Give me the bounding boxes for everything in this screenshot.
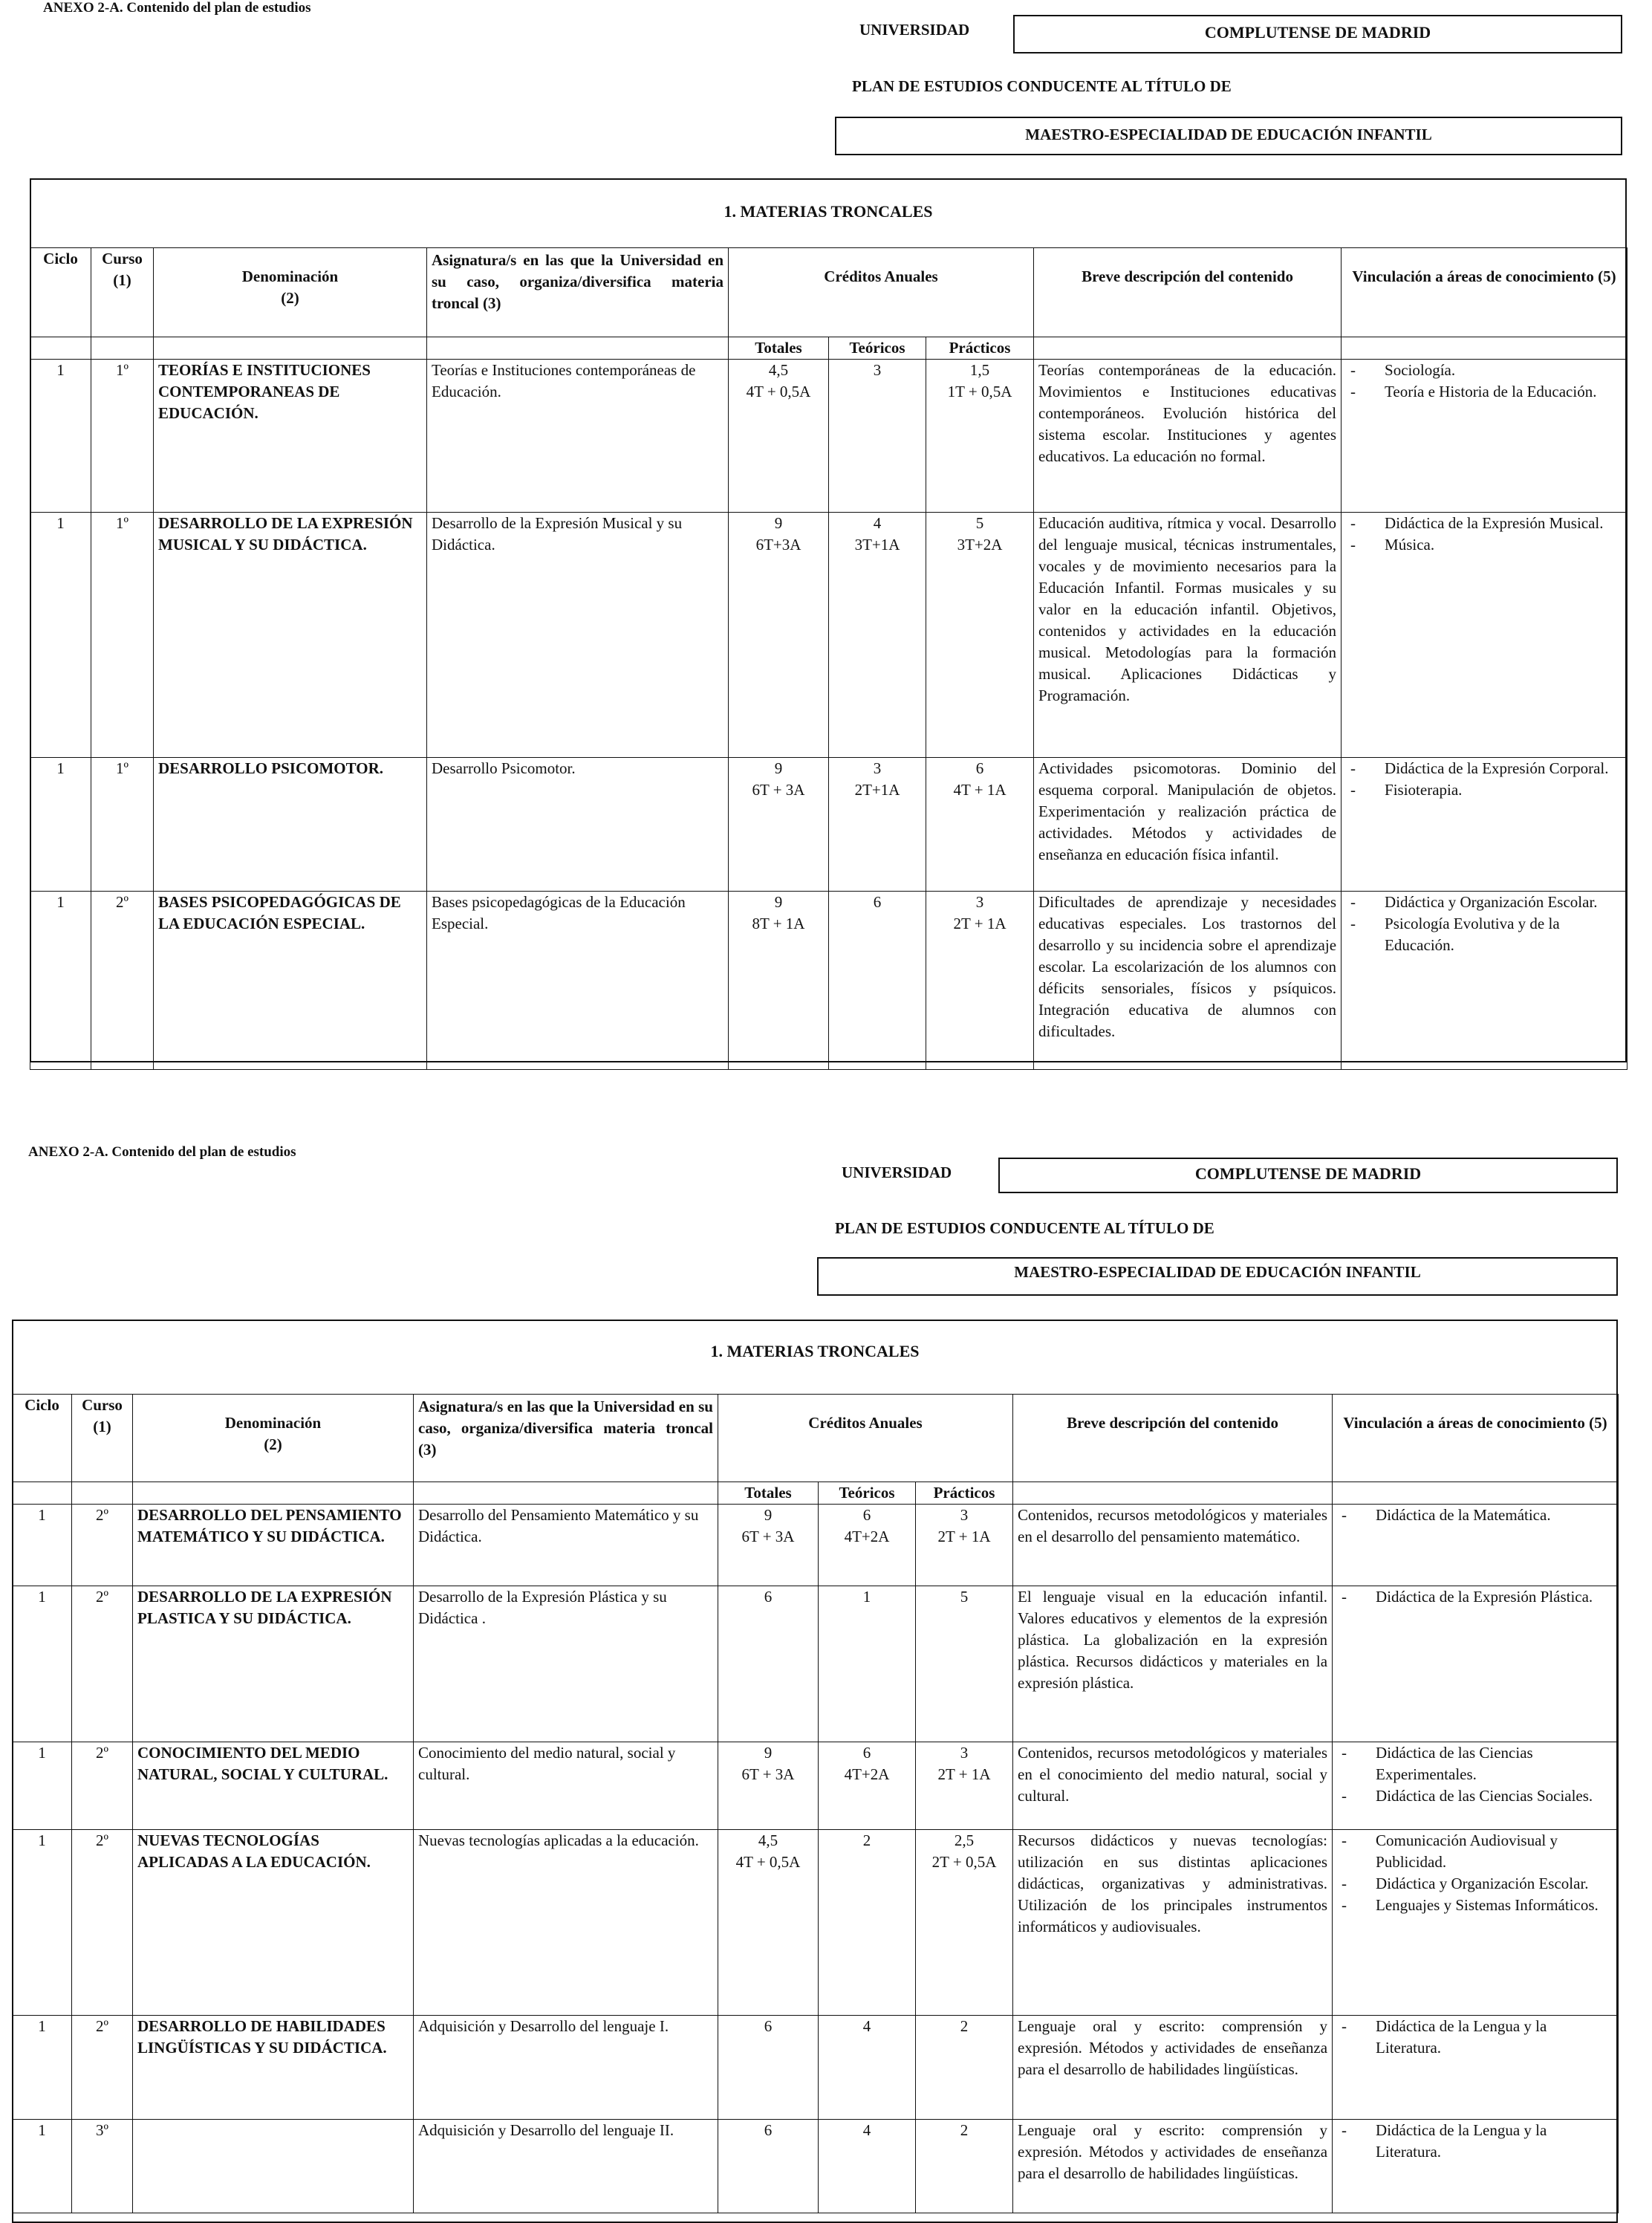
areas-list — [1346, 360, 1622, 403]
areas-list — [1346, 513, 1622, 556]
cell-practicos — [916, 1586, 1013, 1742]
cell-vinculacion — [1333, 1586, 1619, 1742]
cell-descripcion: Contenidos, recursos metodológicos y materiales en el conocimiento del medio natural, social y cultural. — [1013, 1742, 1333, 1830]
totales-value: 9 — [774, 759, 783, 777]
header-denominacion-note: (2) — [281, 289, 299, 307]
area-item: - Didáctica de la Expresión Plástica. — [1337, 1586, 1613, 1608]
header-asignatura: Asignatura/s en las que la Universidad en su caso, organiza/diversifica materia troncal (3) — [427, 248, 729, 337]
plan-label: PLAN DE ESTUDIOS CONDUCENTE AL TÍTULO DE — [852, 77, 1232, 95]
cell-curso: 2º — [72, 1505, 133, 1586]
annex-label: ANEXO 2-A. Contenido del plan de estudios — [28, 1144, 296, 1160]
teoricos-value: 6 — [873, 893, 882, 911]
area-item: - Didáctica de la Expresión Musical. — [1346, 513, 1622, 534]
cell-teoricos — [819, 2016, 916, 2120]
degree-box: MAESTRO-ESPECIALIDAD DE EDUCACIÓN INFANTIL — [817, 1257, 1618, 1296]
practicos-breakdown: 2T + 0,5A — [931, 1853, 997, 1871]
cell-teoricos — [829, 892, 926, 1070]
totales-breakdown: 6T + 3A — [741, 1528, 795, 1545]
cell-asignatura: Desarrollo Psicomotor. — [427, 758, 729, 892]
totales-value: 4,5 — [768, 361, 789, 379]
practicos-breakdown: 1T + 0,5A — [947, 383, 1012, 400]
practicos-breakdown: 3T+2A — [957, 536, 1003, 554]
cell-denominacion: NUEVAS TECNOLOGÍAS APLICADAS A LA EDUCACIÓN. — [133, 1830, 414, 2016]
totales-value: 4,5 — [758, 1831, 778, 1849]
area-item: - Didáctica y Organización Escolar. — [1346, 892, 1622, 913]
header-denominacion-note: (2) — [264, 1435, 282, 1453]
cell-teoricos — [819, 1505, 916, 1586]
teoricos-value: 4 — [873, 514, 882, 532]
table-row — [13, 1586, 1619, 1742]
cell-asignatura: Adquisición y Desarrollo del lenguaje I. — [414, 2016, 718, 2120]
totales-breakdown: 6T + 3A — [752, 781, 805, 799]
areas-list — [1337, 2016, 1613, 2059]
cell-curso: 1º — [91, 513, 154, 758]
header-denominacion — [154, 248, 427, 337]
cell-vinculacion — [1333, 1830, 1619, 2016]
page-2 — [0, 1144, 1652, 2223]
practicos-value: 2,5 — [954, 1831, 975, 1849]
totales-value: 9 — [764, 1744, 773, 1762]
practicos-breakdown: 2T + 1A — [937, 1528, 991, 1545]
cell-descripcion: Educación auditiva, rítmica y vocal. Desarrollo del lenguaje musical, técnicas instrumentales, vocales y de movimiento necesarios para la Educación Infantil. Formas musicales y su valor en la educación infantil. Objetivos, contenidos y actividades en la educación musical. Metodologías para la formación musical. Aplicaciones Didácticas y Programación. — [1034, 513, 1342, 758]
area-item: - Didáctica de las Ciencias Sociales. — [1337, 1785, 1613, 1807]
totales-breakdown: 8T + 1A — [752, 915, 805, 932]
cell-practicos — [916, 1742, 1013, 1830]
cell-ciclo: 1 — [30, 360, 91, 513]
cell-ciclo: 1 — [30, 513, 91, 758]
practicos-value: 2 — [960, 2121, 969, 2139]
cell-vinculacion — [1342, 513, 1627, 758]
area-item: - Fisioterapia. — [1346, 779, 1622, 801]
totales-value: 9 — [764, 1506, 773, 1524]
totales-value: 6 — [764, 2121, 773, 2139]
cell-curso: 2º — [72, 2016, 133, 2120]
cell-denominacion: DESARROLLO PSICOMOTOR. — [154, 758, 427, 892]
practicos-value: 3 — [975, 893, 984, 911]
university-name-box: COMPLUTENSE DE MADRID — [998, 1158, 1618, 1193]
cell-descripcion: Actividades psicomotoras. Dominio del esquema corporal. Manipulación de objetos. Experimentación y realización práctica de actividades. Métodos y actividades de enseñanza en educación física infantil. — [1034, 758, 1342, 892]
annex-label: ANEXO 2-A. Contenido del plan de estudios — [43, 0, 311, 16]
table-row — [13, 2120, 1619, 2213]
practicos-breakdown: 4T + 1A — [953, 781, 1007, 799]
page-1 — [0, 0, 1652, 1070]
university-name-box: COMPLUTENSE DE MADRID — [1013, 15, 1622, 53]
table-row — [30, 513, 1627, 758]
cell-practicos — [916, 2120, 1013, 2213]
table-row — [30, 360, 1627, 513]
area-item: - Teoría e Historia de la Educación. — [1346, 381, 1622, 403]
header-descripcion: Breve descripción del contenido — [1013, 1395, 1333, 1482]
cell-vinculacion — [1342, 892, 1627, 1070]
areas-list — [1337, 1742, 1613, 1807]
cell-ciclo: 1 — [30, 758, 91, 892]
cell-denominacion: CONOCIMIENTO DEL MEDIO NATURAL, SOCIAL Y CULTURAL. — [133, 1742, 414, 1830]
page2-rows — [13, 1505, 1619, 2213]
cell-practicos — [916, 2016, 1013, 2120]
cell-asignatura: Nuevas tecnologías aplicadas a la educación. — [414, 1830, 718, 2016]
area-item: - Didáctica y Organización Escolar. — [1337, 1873, 1613, 1895]
practicos-value: 6 — [975, 759, 984, 777]
cell-descripcion: Recursos didácticos y nuevas tecnologías: utilización en sus distintas aplicaciones didácticas, organizativas y administrativas. Utilización de los principales instrumentos informáticos y audiovisuales. — [1013, 1830, 1333, 2016]
cell-asignatura: Bases psicopedagógicas de la Educación Especial. — [427, 892, 729, 1070]
area-item: - Didáctica de la Expresión Corporal. — [1346, 758, 1622, 779]
cell-curso: 1º — [91, 758, 154, 892]
cell-totales — [718, 1830, 819, 2016]
cell-practicos — [926, 513, 1034, 758]
cell-totales — [729, 758, 829, 892]
cell-teoricos — [829, 758, 926, 892]
practicos-breakdown: 2T + 1A — [937, 1765, 991, 1783]
header-curso: Curso (1) — [91, 248, 154, 337]
cell-asignatura: Desarrollo de la Expresión Plástica y su Didáctica . — [414, 1586, 718, 1742]
cell-descripcion: Teorías contemporáneas de la educación. Movimientos e Instituciones educativas contemporáneos. Evolución histórica del sistema escolar. Instituciones y agentes educativos. La educación no formal. — [1034, 360, 1342, 513]
teoricos-breakdown: 4T+2A — [844, 1528, 890, 1545]
cell-practicos — [926, 360, 1034, 513]
teoricos-value: 1 — [862, 1588, 871, 1606]
practicos-value: 5 — [960, 1588, 969, 1606]
practicos-value: 1,5 — [969, 361, 990, 379]
teoricos-value: 3 — [873, 361, 882, 379]
teoricos-value: 4 — [862, 2121, 871, 2139]
practicos-value: 3 — [960, 1744, 969, 1762]
header-teoricos: Teóricos — [819, 1482, 916, 1505]
degree-box: MAESTRO-ESPECIALIDAD DE EDUCACIÓN INFANTIL — [835, 117, 1622, 155]
teoricos-breakdown: 3T+1A — [854, 536, 900, 554]
header-denominacion — [133, 1395, 414, 1482]
header-totales: Totales — [718, 1482, 819, 1505]
cell-asignatura: Desarrollo de la Expresión Musical y su Didáctica. — [427, 513, 729, 758]
cell-ciclo: 1 — [30, 892, 91, 1070]
header-ciclo: Ciclo — [30, 248, 91, 337]
cell-vinculacion — [1333, 2120, 1619, 2213]
teoricos-value: 4 — [862, 2017, 871, 2035]
header-practicos: Prácticos — [916, 1482, 1013, 1505]
header-vinculacion: Vinculación a áreas de conocimiento (5) — [1333, 1395, 1619, 1482]
cell-ciclo: 1 — [13, 1830, 72, 2016]
table-row — [13, 1830, 1619, 2016]
cell-ciclo: 1 — [13, 1505, 72, 1586]
cell-vinculacion — [1342, 758, 1627, 892]
cell-totales — [718, 1586, 819, 1742]
header-denominacion-text: Denominación — [224, 1414, 322, 1432]
cell-denominacion: DESARROLLO DE LA EXPRESIÓN MUSICAL Y SU DIDÁCTICA. — [154, 513, 427, 758]
area-item: - Didáctica de la Lengua y la Literatura. — [1337, 2120, 1613, 2163]
cell-curso: 3º — [72, 2120, 133, 2213]
cell-ciclo: 1 — [13, 1586, 72, 1742]
cell-descripcion: El lenguaje visual en la educación infantil. Valores educativos y elementos de la expresión plástica. La globalización en la expresión plástica. Recursos didácticos y materiales en la expresión plástica. — [1013, 1586, 1333, 1742]
header-denominacion-text: Denominación — [241, 267, 339, 285]
cell-totales — [718, 2016, 819, 2120]
cell-denominacion: BASES PSICOPEDAGÓGICAS DE LA EDUCACIÓN ESPECIAL. — [154, 892, 427, 1070]
cell-asignatura: Conocimiento del medio natural, social y cultural. — [414, 1742, 718, 1830]
totales-breakdown: 6T+3A — [755, 536, 801, 554]
area-item: - Didáctica de la Lengua y la Literatura. — [1337, 2016, 1613, 2059]
totales-breakdown: 4T + 0,5A — [735, 1853, 801, 1871]
practicos-value: 5 — [975, 514, 984, 532]
cell-totales — [718, 1742, 819, 1830]
cell-totales — [729, 892, 829, 1070]
teoricos-value: 3 — [873, 759, 882, 777]
cell-vinculacion — [1342, 360, 1627, 513]
cell-vinculacion — [1333, 1742, 1619, 1830]
table-row — [13, 2016, 1619, 2120]
plan-label: PLAN DE ESTUDIOS CONDUCENTE AL TÍTULO DE — [835, 1219, 1214, 1237]
cell-descripcion: Lenguaje oral y escrito: comprensión y expresión. Métodos y actividades de enseñanza para el desarrollo de habilidades lingüísticas. — [1013, 2016, 1333, 2120]
cell-ciclo: 1 — [13, 2016, 72, 2120]
header-practicos: Prácticos — [926, 337, 1034, 360]
cell-curso: 2º — [72, 1586, 133, 1742]
totales-value: 6 — [764, 2017, 773, 2035]
cell-denominacion: TEORÍAS E INSTITUCIONES CONTEMPORANEAS DE EDUCACIÓN. — [154, 360, 427, 513]
practicos-breakdown: 2T + 1A — [953, 915, 1007, 932]
practicos-value: 2 — [960, 2017, 969, 2035]
cell-curso: 2º — [91, 892, 154, 1070]
materias-table — [12, 1394, 1619, 2213]
areas-list — [1337, 1505, 1613, 1526]
table-row — [30, 892, 1627, 1070]
cell-curso: 1º — [91, 360, 154, 513]
cell-denominacion: DESARROLLO DE LA EXPRESIÓN PLASTICA Y SU DIDÁCTICA. — [133, 1586, 414, 1742]
teoricos-value: 2 — [862, 1831, 871, 1849]
cell-descripcion: Contenidos, recursos metodológicos y materiales en el desarrollo del pensamiento matemático. — [1013, 1505, 1333, 1586]
cell-teoricos — [819, 1742, 916, 1830]
totales-value: 6 — [764, 1588, 773, 1606]
totales-value: 9 — [774, 893, 783, 911]
cell-teoricos — [829, 513, 926, 758]
area-item: - Comunicación Audiovisual y Publicidad. — [1337, 1830, 1613, 1873]
teoricos-value: 6 — [862, 1744, 871, 1762]
cell-vinculacion — [1333, 1505, 1619, 1586]
header-asignatura: Asignatura/s en las que la Universidad en su caso, organiza/diversifica materia troncal (3) — [414, 1395, 718, 1482]
materias-table — [30, 247, 1627, 1070]
cell-asignatura: Teorías e Instituciones contemporáneas de Educación. — [427, 360, 729, 513]
header-ciclo: Ciclo — [13, 1395, 72, 1482]
cell-denominacion: DESARROLLO DEL PENSAMIENTO MATEMÁTICO Y SU DIDÁCTICA. — [133, 1505, 414, 1586]
cell-practicos — [916, 1830, 1013, 2016]
cell-teoricos — [819, 1586, 916, 1742]
teoricos-breakdown: 4T+2A — [844, 1765, 890, 1783]
cell-curso: 2º — [72, 1742, 133, 1830]
header-vinculacion: Vinculación a áreas de conocimiento (5) — [1342, 248, 1627, 337]
cell-denominacion: DESARROLLO DE HABILIDADES LINGÜÍSTICAS Y SU DIDÁCTICA. — [133, 2016, 414, 2120]
header-teoricos: Teóricos — [829, 337, 926, 360]
area-item: - Didáctica de la Matemática. — [1337, 1505, 1613, 1526]
cell-teoricos — [829, 360, 926, 513]
areas-list — [1337, 1830, 1613, 1916]
areas-list — [1346, 892, 1622, 956]
teoricos-breakdown: 2T+1A — [854, 781, 900, 799]
header-creditos: Créditos Anuales — [729, 248, 1034, 337]
cell-ciclo: 1 — [13, 2120, 72, 2213]
cell-totales — [718, 2120, 819, 2213]
totales-breakdown: 6T + 3A — [741, 1765, 795, 1783]
cell-teoricos — [819, 2120, 916, 2213]
table-row — [30, 758, 1627, 892]
section-title: 1. MATERIAS TRONCALES — [723, 202, 933, 221]
university-label: UNIVERSIDAD — [842, 1164, 952, 1181]
cell-ciclo: 1 — [13, 1742, 72, 1830]
areas-list — [1346, 758, 1622, 801]
table-row — [13, 1742, 1619, 1830]
cell-denominacion — [133, 2120, 414, 2213]
area-item: - Sociología. — [1346, 360, 1622, 381]
cell-practicos — [926, 892, 1034, 1070]
page1-rows — [30, 360, 1627, 1070]
area-item: - Psicología Evolutiva y de la Educación. — [1346, 913, 1622, 956]
header-totales: Totales — [729, 337, 829, 360]
areas-list — [1337, 2120, 1613, 2163]
area-item: - Lenguajes y Sistemas Informáticos. — [1337, 1895, 1613, 1916]
section-title: 1. MATERIAS TRONCALES — [710, 1342, 920, 1360]
totales-breakdown: 4T + 0,5A — [746, 383, 811, 400]
cell-asignatura: Adquisición y Desarrollo del lenguaje II. — [414, 2120, 718, 2213]
cell-practicos — [916, 1505, 1013, 1586]
cell-descripcion: Dificultades de aprendizaje y necesidades educativas especiales. Los trastornos del desarrollo y su incidencia sobre el aprendizaje escolar. La escolarización de los alumnos con déficits sensoriales, físicos y psíquicos. Integración educativa de alumnos con dificultades. — [1034, 892, 1342, 1070]
teoricos-value: 6 — [862, 1506, 871, 1524]
cell-totales — [729, 513, 829, 758]
header-creditos: Créditos Anuales — [718, 1395, 1013, 1482]
university-label: UNIVERSIDAD — [859, 21, 970, 39]
cell-practicos — [926, 758, 1034, 892]
cell-totales — [718, 1505, 819, 1586]
area-item: - Didáctica de las Ciencias Experimentales. — [1337, 1742, 1613, 1785]
cell-totales — [729, 360, 829, 513]
cell-vinculacion — [1333, 2016, 1619, 2120]
practicos-value: 3 — [960, 1506, 969, 1524]
header-descripcion: Breve descripción del contenido — [1034, 248, 1342, 337]
cell-asignatura: Desarrollo del Pensamiento Matemático y su Didáctica. — [414, 1505, 718, 1586]
table-row — [13, 1505, 1619, 1586]
areas-list — [1337, 1586, 1613, 1608]
cell-descripcion: Lenguaje oral y escrito: comprensión y expresión. Métodos y actividades de enseñanza para el desarrollo de habilidades lingüísticas. — [1013, 2120, 1333, 2213]
cell-teoricos — [819, 1830, 916, 2016]
totales-value: 9 — [774, 514, 783, 532]
header-curso: Curso (1) — [72, 1395, 133, 1482]
cell-curso: 2º — [72, 1830, 133, 2016]
area-item: - Música. — [1346, 534, 1622, 556]
